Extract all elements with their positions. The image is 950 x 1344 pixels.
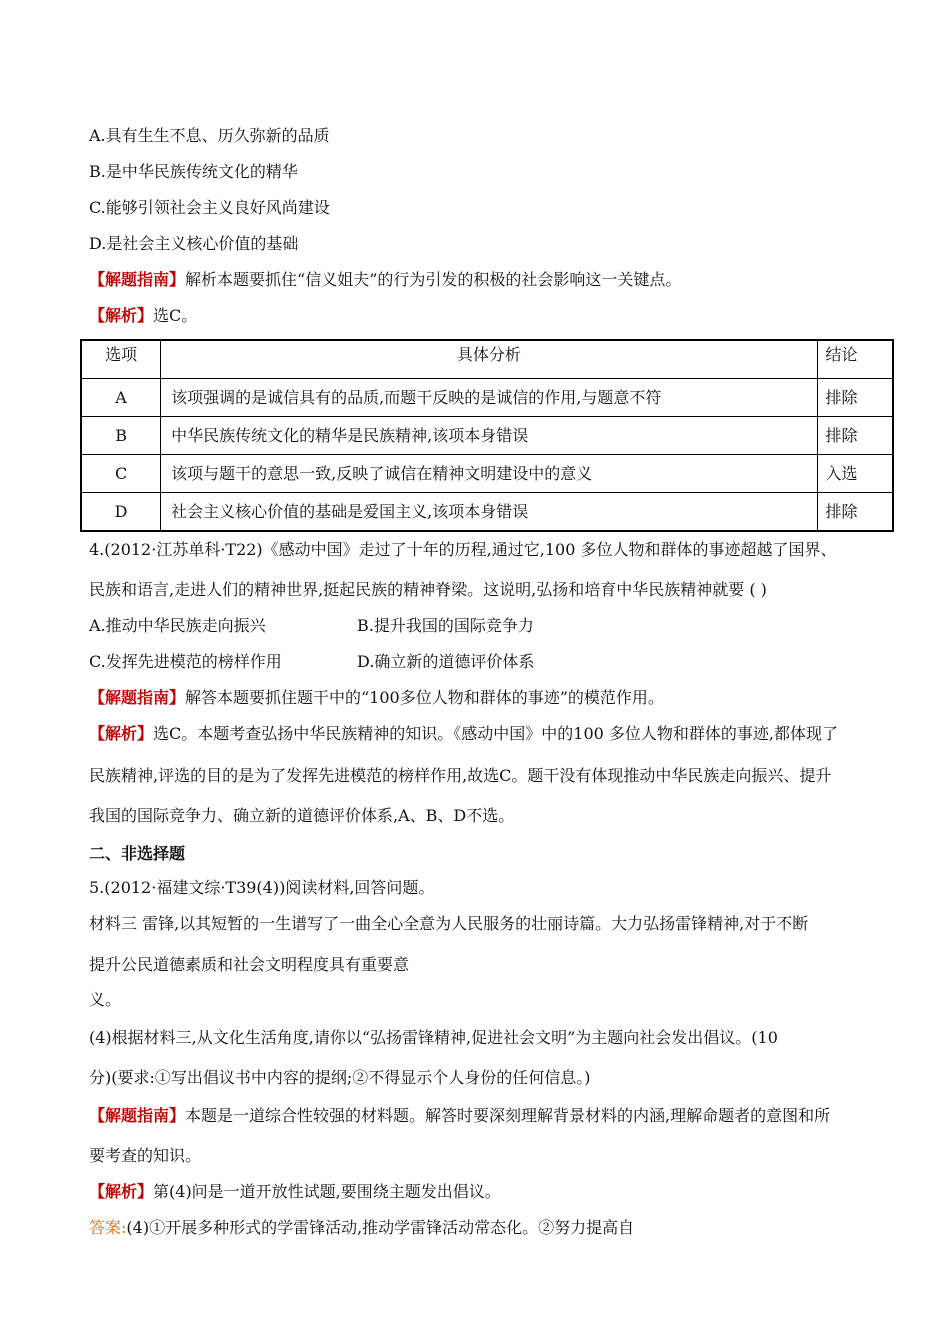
table-row (81, 455, 893, 493)
guide-label: 【解题指南】 (89, 270, 186, 289)
q4-analysis-line2: 民族精神,评选的目的是为了发挥先进模范的榜样作用,故选C。题干没有体现推动中华民族走向振兴、提升 (89, 766, 832, 785)
q5-analysis (89, 1182, 501, 1202)
cell-detail: 中华民族传统文化的精华是民族精神,该项本身错误 (161, 417, 817, 455)
table-row (81, 493, 893, 532)
cell-detail: 该项与题干的意思一致,反映了诚信在精神文明建设中的意义 (161, 455, 817, 493)
table-row (81, 379, 893, 417)
guide-label: 【解题指南】 (89, 688, 186, 707)
answer-text: (4)①开展多种形式的学雷锋活动,推动学雷锋活动常态化。②努力提高自 (126, 1218, 635, 1237)
q4-analysis-line1 (89, 724, 838, 744)
cell-result: 排除 (817, 417, 893, 455)
guide-text: 解答本题要抓住题干中的“100多位人物和群体的事迹”的模范作用。 (185, 688, 664, 707)
q4-guide (89, 688, 664, 708)
q5-guide-line1 (89, 1106, 830, 1126)
analysis-text: 第(4)问是一道开放性试题,要围绕主题发出倡议。 (153, 1182, 501, 1201)
q3-option-d: D.是社会主义核心价值的基础 (89, 234, 299, 253)
q3-analysis (89, 306, 197, 326)
q5-material-line1: 材料三 雷锋,以其短暂的一生谱写了一曲全心全意为人民服务的壮丽诗篇。大力弘扬雷锋精神,对于不断 (89, 914, 809, 933)
analysis-table (80, 339, 894, 532)
cell-result: 入选 (817, 455, 893, 493)
q4-stem-line1: 4.(2012·江苏单科·T22)《感动中国》走过了十年的历程,通过它,100 多位人物和群体的事迹超越了国界、 (89, 540, 837, 559)
cell-option: C (81, 455, 161, 493)
q4-option-c: C.发挥先进模范的榜样作用 (89, 652, 282, 671)
guide-label: 【解题指南】 (89, 1106, 186, 1125)
header-result: 结论 (817, 340, 893, 379)
cell-option: B (81, 417, 161, 455)
answer-label: 答案: (89, 1218, 127, 1237)
q5-question-line2: 分)(要求:①写出倡议书中内容的提纲;②不得显示个人身份的任何信息。) (89, 1068, 591, 1087)
q3-option-c: C.能够引领社会主义良好风尚建设 (89, 198, 330, 217)
cell-option: A (81, 379, 161, 417)
header-detail: 具体分析 (161, 340, 817, 379)
analysis-text: 选C。本题考查弘扬中华民族精神的知识。《感动中国》中的100 多位人物和群体的事迹,都体现了 (153, 724, 838, 743)
answer-label-text (89, 1218, 634, 1237)
table-header-row (81, 340, 893, 379)
q5-guide-line2: 要考查的知识。 (89, 1146, 202, 1165)
analysis-label: 【解析】 (89, 1182, 154, 1201)
q3-option-a: A.具有生生不息、历久弥新的品质 (89, 126, 330, 145)
analysis-label: 【解析】 (89, 724, 154, 743)
guide-text: 解析本题要抓住“信义姐夫”的行为引发的积极的社会影响这一关键点。 (185, 270, 682, 289)
table-row (81, 417, 893, 455)
q5-answer (89, 1218, 634, 1238)
cell-detail: 社会主义核心价值的基础是爱国主义,该项本身错误 (161, 493, 817, 532)
analysis-label: 【解析】 (89, 306, 154, 325)
section-title: 二、非选择题 (89, 844, 186, 863)
q3-guide (89, 270, 681, 290)
cell-result: 排除 (817, 379, 893, 417)
q4-analysis-line3: 我国的国际竞争力、确立新的道德评价体系,A、B、D不选。 (89, 806, 515, 825)
q4-stem-line2: 民族和语言,走进人们的精神世界,挺起民族的精神脊梁。这说明,弘扬和培育中华民族精神就要 ( ) (89, 580, 767, 599)
q5-question-line1: (4)根据材料三,从文化生活角度,请你以“弘扬雷锋精神,促进社会文明”为主题向社会发出倡议。(10 (89, 1028, 778, 1047)
q3-option-b: B.是中华民族传统文化的精华 (89, 162, 298, 181)
cell-detail: 该项强调的是诚信具有的品质,而题干反映的是诚信的作用,与题意不符 (161, 379, 817, 417)
q5-material-line3: 义。 (89, 990, 122, 1009)
q4-option-a: A.推动中华民族走向振兴 (89, 616, 266, 635)
cell-option: D (81, 493, 161, 532)
guide-text: 本题是一道综合性较强的材料题。解答时要深刻理解背景材料的内涵,理解命题者的意图和所 (185, 1106, 831, 1125)
q4-option-b: B.提升我国的国际竞争力 (357, 616, 534, 635)
q5-stem: 5.(2012·福建文综·T39(4))阅读材料,回答问题。 (89, 878, 435, 897)
q5-material-line2: 提升公民道德素质和社会文明程度具有重要意 (89, 955, 410, 974)
analysis-text: 选C。 (153, 306, 198, 325)
q4-option-d: D.确立新的道德评价体系 (357, 652, 535, 671)
cell-result: 排除 (817, 493, 893, 532)
header-option: 选项 (81, 340, 161, 379)
